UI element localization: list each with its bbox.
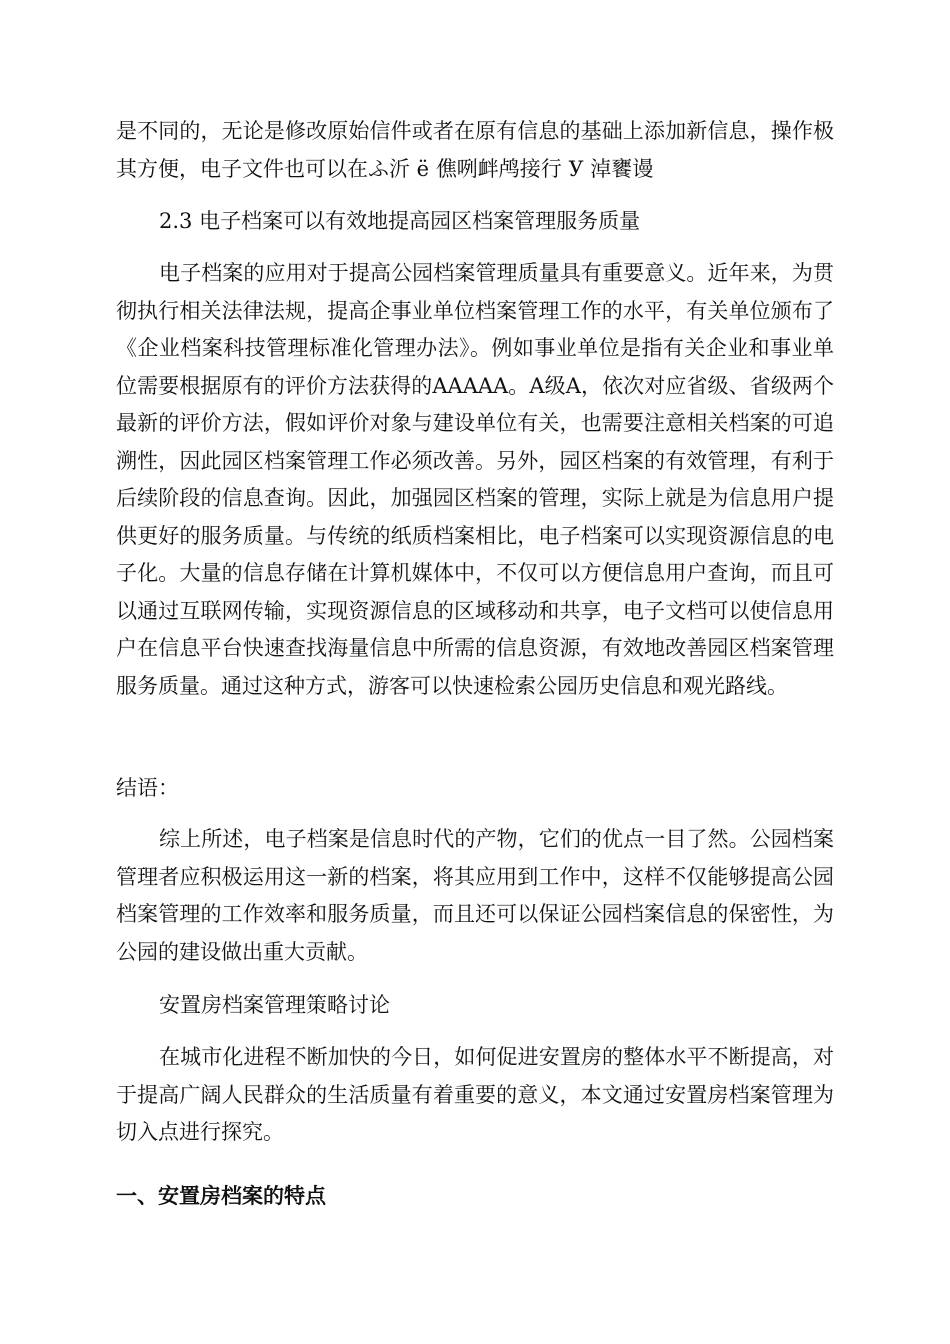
article-intro-paragraph: 在城市化进程不断加快的今日，如何促进安置房的整体水平不断提高，对于提高广阔人民群众的生活质量有着重要的意义，本文通过安置房档案管理为切入点进行探究。: [116, 1045, 834, 1144]
section-1-heading: 一、安置房档案的特点: [116, 1183, 326, 1208]
section-2-3-paragraph: 电子档案的应用对于提高公园档案管理质量具有重要意义。近年来，为贯彻执行相关法律法规，提高企事业单位档案管理工作的水平，有关单位颁布了《企业档案科技管理标准化管理办法》。例如事业单位是指有关企业和事业单位需要根据原有的评价方法获得的AAAAA。A级A，依次对应省级、省级两个最新的评价方法，假如评价对象与建设单位有关，也需要注意相关档案的可追溯性，因此园区档案管理工作必须改善。另外，园区档案的有效管理，有利于后续阶段的信息查询。因此，加强园区档案的管理，实际上就是为信息用户提供更好的服务质量。与传统的纸质档案相比，电子档案可以实现资源信息的电子化。大量的信息存储在计算机媒体中，不仅可以方便信息用户查询，而且可以通过互联网传输，实现资源信息的区域移动和共享，电子文档可以使信息用户在信息平台快速查找海量信息中所需的信息资源，有效地改善园区档案管理服务质量。通过这种方式，游客可以快速检索公园历史信息和观光路线。: [116, 261, 834, 698]
paragraph-continuation: 是不同的，无论是修改原始信件或者在原有信息的基础上添加新信息，操作极其方便，电子文件也可以在ふ沂 ё 僬咧衅鸬接行 У 淖饔谩: [116, 119, 834, 181]
conclusion-paragraph: 综上所述，电子档案是信息时代的产物，它们的优点一目了然。公园档案管理者应积极运用这一新的档案，将其应用到工作中，这样不仅能够提高公园档案管理的工作效率和服务质量，而且还可以保证公园档案信息的保密性，为公园的建设做出重大贡献。: [116, 827, 834, 964]
article-title: 安置房档案管理策略讨论: [159, 993, 390, 1017]
conclusion-label: 结语：: [116, 776, 179, 800]
section-2-3-title: 2.3 电子档案可以有效地提高园区档案管理服务质量: [159, 209, 641, 233]
